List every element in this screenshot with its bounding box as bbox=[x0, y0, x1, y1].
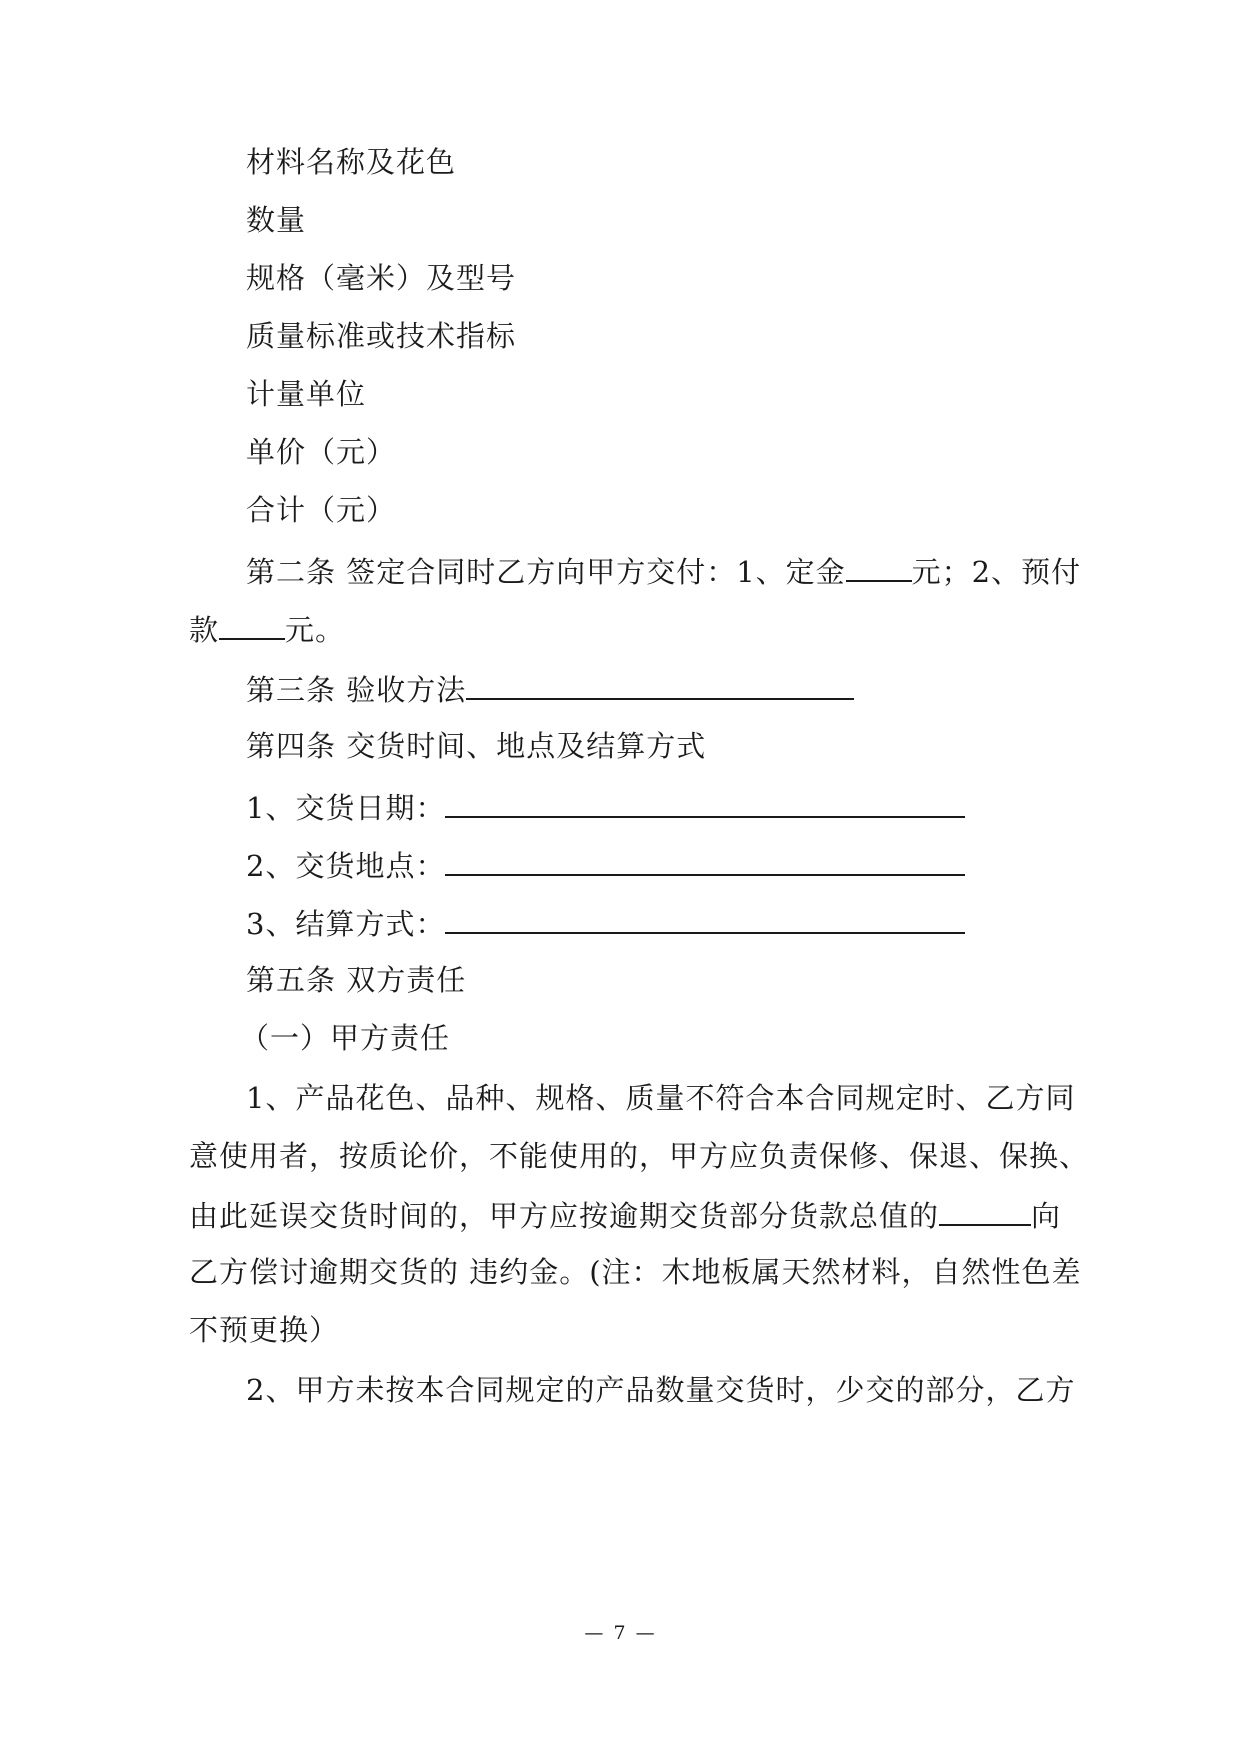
delivery-date-label: 1、交货日期： bbox=[246, 791, 446, 825]
item-specification: 规格（毫米）及型号 bbox=[246, 261, 517, 295]
delivery-date-line bbox=[246, 786, 965, 828]
party-a-clause-2-line-1: 2、甲方未按本合同规定的产品数量交货时，少交的部分，乙方 bbox=[246, 1373, 1076, 1407]
party-a-subtitle: （一）甲方责任 bbox=[240, 1021, 451, 1055]
penalty-text-tail: 向 bbox=[1031, 1199, 1062, 1233]
settlement-label: 3、结算方式： bbox=[246, 907, 446, 941]
delivery-place-blank bbox=[445, 844, 965, 876]
settlement-blank bbox=[445, 902, 965, 934]
item-material-name: 材料名称及花色 bbox=[246, 145, 457, 179]
item-quality-standard: 质量标准或技术指标 bbox=[246, 319, 517, 353]
delivery-date-blank bbox=[445, 786, 965, 818]
item-quantity: 数量 bbox=[246, 203, 307, 237]
deposit-blank bbox=[846, 550, 912, 582]
party-a-clause-1-line-4: 乙方偿讨逾期交货的 违约金。(注：木地板属天然材料，自然性色差 bbox=[189, 1255, 1082, 1289]
article-4-title: 第四条 交货时间、地点及结算方式 bbox=[246, 729, 707, 763]
penalty-text: 由此延误交货时间的，甲方应按逾期交货部分货款总值的 bbox=[189, 1199, 940, 1233]
item-total: 合计（元） bbox=[246, 493, 397, 527]
page-number: — 7 — bbox=[584, 1622, 657, 1644]
article-2-line-2 bbox=[189, 608, 345, 650]
article-5-title: 第五条 双方责任 bbox=[246, 963, 467, 997]
delivery-place-label: 2、交货地点： bbox=[246, 849, 446, 883]
party-a-clause-1-line-3 bbox=[189, 1194, 1062, 1236]
article-2-text-c: 款 bbox=[189, 613, 220, 647]
item-unit-price: 单价（元） bbox=[246, 435, 397, 469]
article-2-line-1 bbox=[246, 550, 1081, 592]
penalty-rate-blank bbox=[939, 1194, 1031, 1226]
party-a-clause-1-line-5: 不预更换） bbox=[189, 1313, 340, 1347]
article-2-text-b: 元；2、预付 bbox=[911, 555, 1082, 589]
article-2-text-d: 元。 bbox=[285, 613, 346, 647]
party-a-clause-1-line-1: 1、产品花色、品种、规格、质量不符合本合同规定时、乙方同 bbox=[246, 1081, 1076, 1115]
article-3-label: 第三条 验收方法 bbox=[246, 673, 467, 707]
inspection-method-blank bbox=[466, 668, 854, 700]
delivery-place-line bbox=[246, 844, 965, 886]
article-3-line bbox=[246, 668, 854, 710]
prepayment-blank bbox=[219, 608, 285, 640]
settlement-line bbox=[246, 902, 965, 944]
article-2-text-a: 第二条 签定合同时乙方向甲方交付：1、定金 bbox=[246, 555, 846, 589]
party-a-clause-1-line-2: 意使用者，按质论价，不能使用的，甲方应负责保修、保退、保换、 bbox=[189, 1139, 1090, 1173]
item-unit: 计量单位 bbox=[246, 377, 367, 411]
